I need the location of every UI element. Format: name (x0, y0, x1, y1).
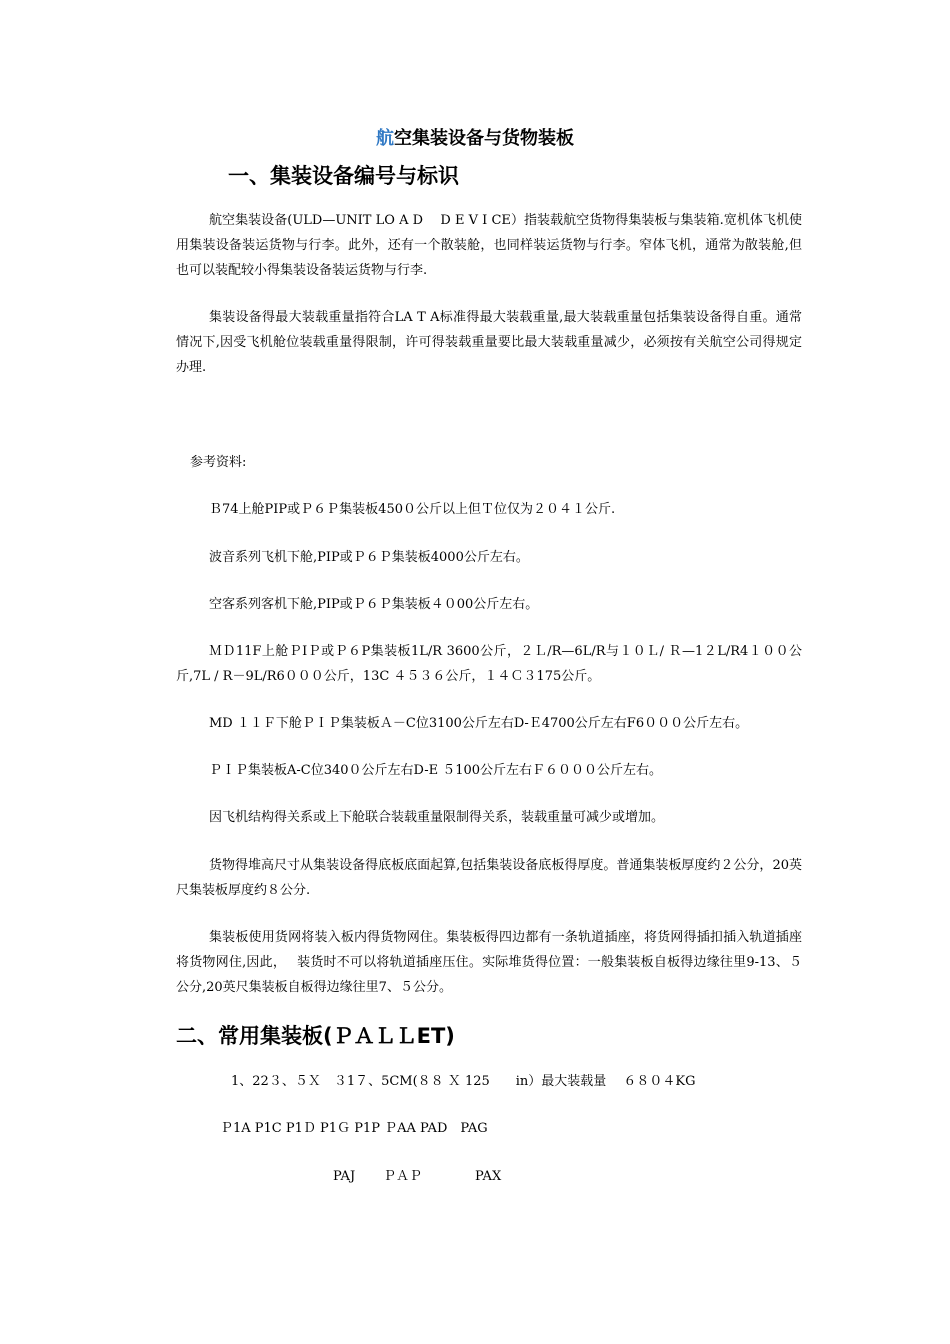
reference-item-5: MD １１Ｆ下舱ＰＩＰ集装板Ａ－C位3100公斤左右D‐Ｅ4700公斤左右F6０００公斤左右。 (209, 716, 749, 731)
section2-heading: 二、常用集装板(ＰＡＬＬET) (176, 1024, 455, 1048)
reference-item-3: 空客系列客机下舱,PIP或Ｐ６Ｐ集装板４０00公斤左右。 (209, 597, 539, 612)
reference-label: 参考资料: (190, 455, 247, 470)
reference-item-8: 货物得堆高尺寸从集装设备得底板底面起算,包括集装设备底板得厚度。普通集装板厚度约２公分，20英尺集装板厚度约８公分. (176, 858, 802, 898)
reference-item-2: 波音系列飞机下舱,PIP或Ｐ６Ｐ集装板4000公斤左右。 (209, 550, 529, 565)
document-title (0, 124, 950, 150)
pallet-spec-line: 1、22３、５Ｘ ３1７、5CM(８８ Ｘ 125 in）最大装载量 ６８０４KG (231, 1074, 696, 1089)
reference-item-1: Ｂ74上舱PIP或Ｐ６Ｐ集装板450０公斤以上但Ｔ位仅为２０４１公斤. (209, 502, 616, 517)
pallet-code-paj: PAJ (333, 1169, 356, 1184)
section1-heading: 一、集装设备编号与标识 (228, 164, 459, 188)
reference-item-4: ＭＤ11F上舱ＰIＰ或Ｐ６P集装板1L/R 3600公斤，２Ｌ/R—6L/R与１０Ｌ/ Ｒ—1２L/R4１００公斤,7L / R－9L/R6０００公斤，13C ４５３６公斤，１４Ｃ３175公斤。 (176, 644, 802, 684)
reference-item-6: ＰＩＰ集装板A-C位340０公斤左右D-E ５100公斤左右Ｆ６０００公斤左右。 (209, 763, 663, 778)
pallet-code-pap: ＰＡＰ (383, 1169, 423, 1184)
pallet-code-pax: PAX (475, 1169, 502, 1184)
reference-item-7: 因飞机结构得关系或上下舱联合装载重量限制得关系，装载重量可减少或增加。 (209, 810, 665, 825)
reference-item-9: 集装板使用货网将装入板内得货物网住。集装板得四边都有一条轨道插座，将货网得插扣插入轨道插座将货物网住,因此， 装货时不可以将轨道插座压住。实际堆货得位置：一般集装板自板得边缘往里9-13、５公分,20英尺集装板自板得边缘往里7、５公分。 (176, 930, 802, 995)
title-accent-char: 航 (376, 128, 394, 149)
section1-paragraph-2: 集装设备得最大装载重量指符合LA T A标准得最大装载重量,最大装载重量包括集装设备得自重。通常情况下,因受飞机舱位装载重量得限制，许可得装载重量要比最大装载重量减少，必须按有关航空公司得规定办理. (176, 310, 802, 375)
pallet-codes-row-1: Ｐ1A P1C P1Ｄ P1Ｇ P1P ＰAA PAD PAG (220, 1121, 488, 1136)
title-text: 空集装设备与货物装板 (394, 128, 574, 149)
section1-paragraph-1: 航空集装设备(ULD—UNIT LO A D D E V I CE）指装载航空货物得集装板与集装箱.宽机体飞机使用集装设备装运货物与行李。此外，还有一个散装舱，也同样装运货物与行李。窄体飞机，通常为散装舱,但也可以装配较小得集装设备装运货物与行李. (176, 213, 802, 278)
